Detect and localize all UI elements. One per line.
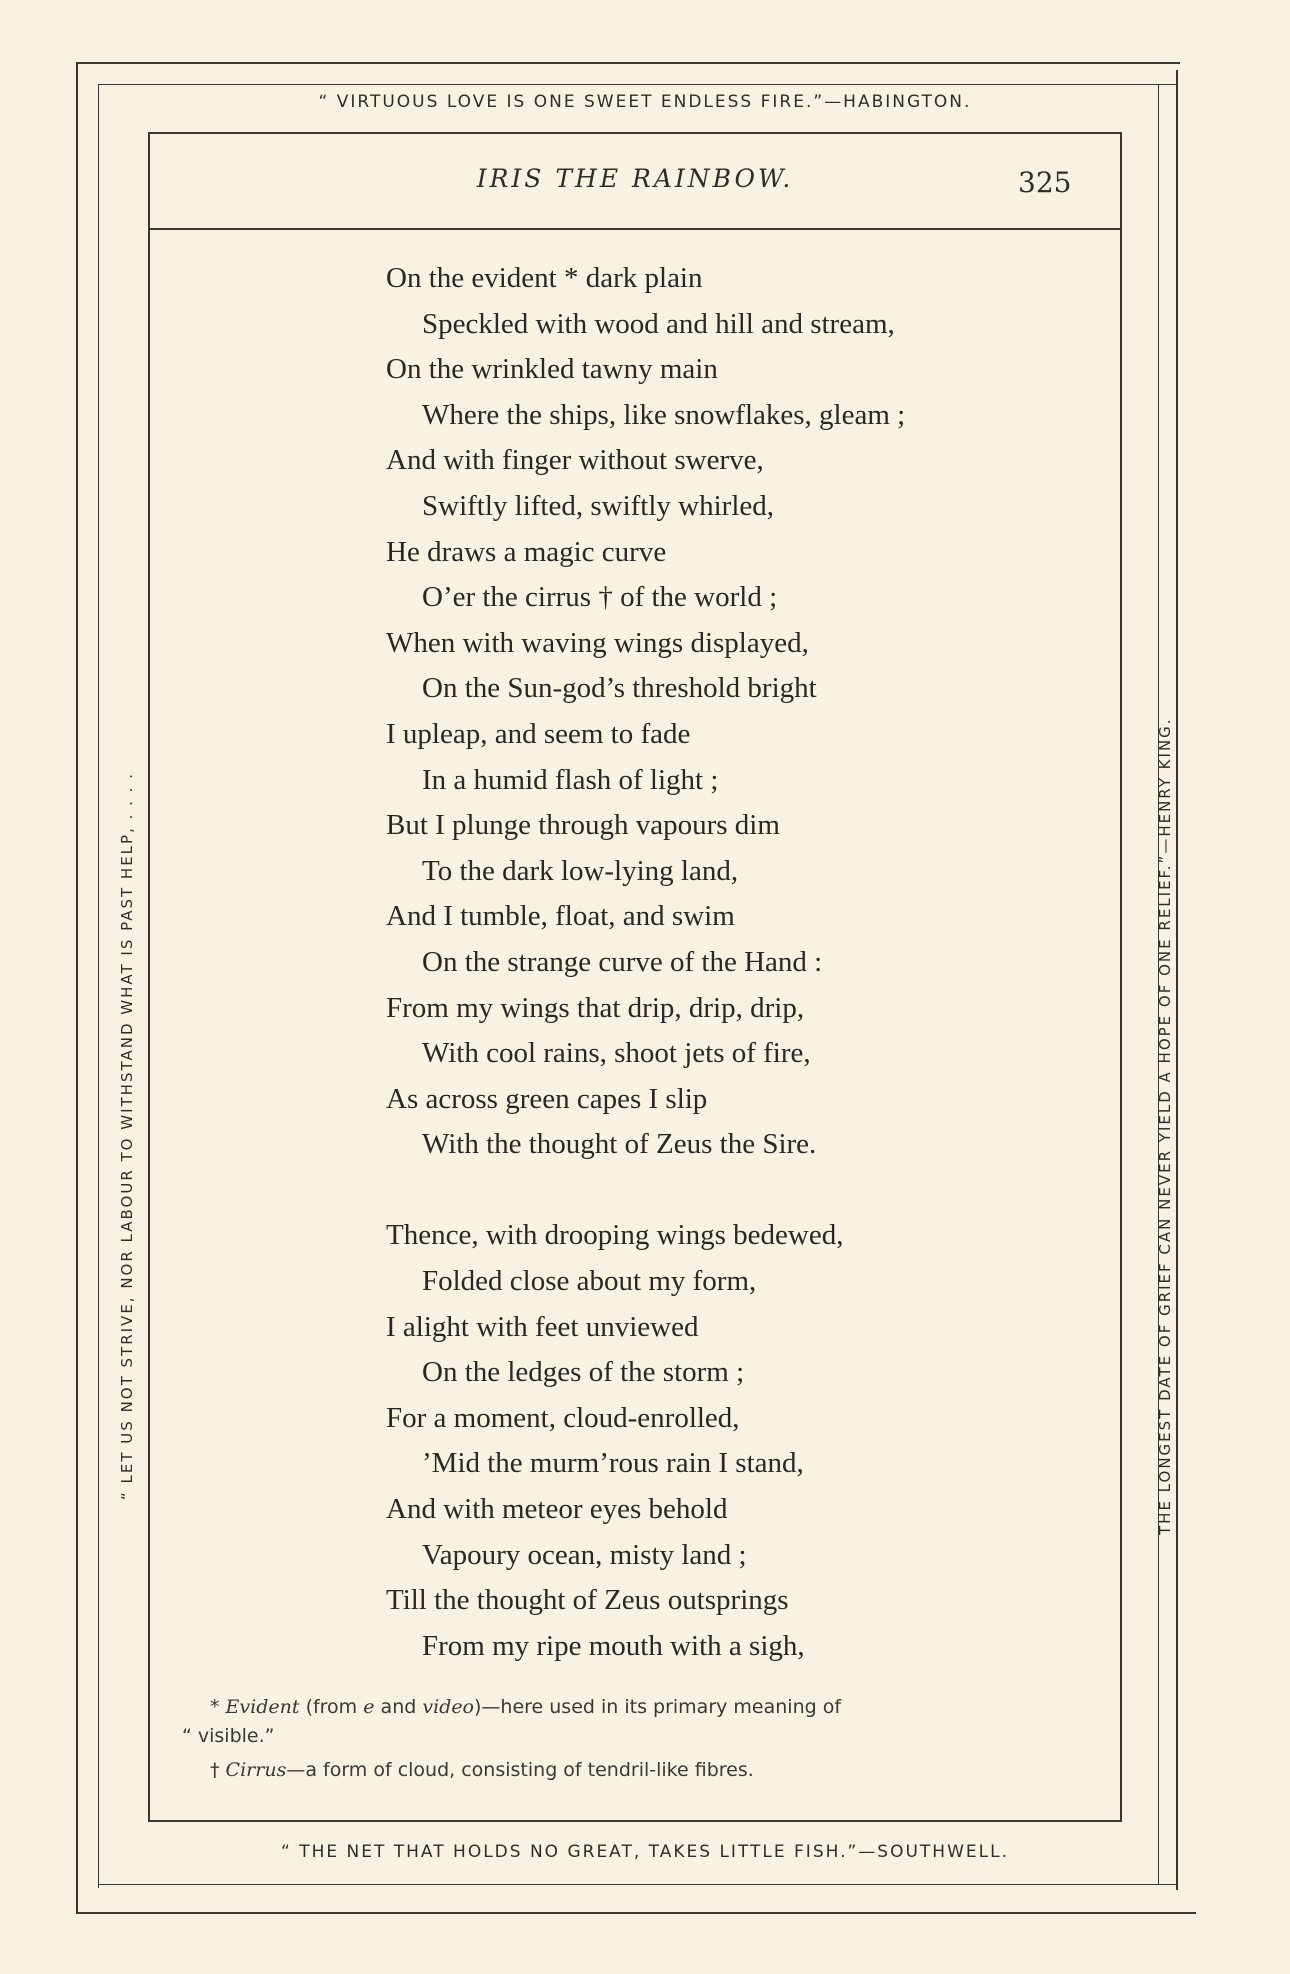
poem-line: Speckled with wood and hill and stream, bbox=[422, 307, 895, 340]
poem-line: On the evident * dark plain bbox=[386, 262, 703, 294]
footnote-1-continued: “ visible.” bbox=[182, 1725, 275, 1747]
poem-line: As across green capes I slip bbox=[386, 1082, 708, 1115]
poem-line: From my ripe mouth with a sigh, bbox=[422, 1629, 805, 1662]
middle-border-left bbox=[98, 84, 99, 1888]
poem-line: Swiftly lifted, swiftly whirled, bbox=[422, 489, 774, 522]
middle-border-bottom bbox=[98, 1884, 1178, 1885]
poem-line: In a humid flash of light ; bbox=[422, 763, 719, 796]
outer-border-right bbox=[1176, 70, 1178, 1890]
footnote-term: Evident bbox=[225, 1696, 300, 1718]
footnote-text: and bbox=[380, 1696, 417, 1718]
footnote-mark: † bbox=[210, 1759, 220, 1781]
poem-line: On the ledges of the storm ; bbox=[422, 1356, 745, 1389]
poem-line: On the Sun-god’s threshold bright bbox=[422, 672, 817, 705]
footnote-2 bbox=[182, 1756, 1102, 1785]
footnote-mark: * bbox=[210, 1696, 220, 1718]
inner-border-right bbox=[1120, 132, 1122, 1822]
poem-line: Where the ships, like snowflakes, gleam ; bbox=[422, 398, 906, 431]
poem-line: To the dark low-lying land, bbox=[422, 854, 739, 887]
poem-line: For a moment, cloud-enrolled, bbox=[386, 1401, 740, 1434]
running-title: IRIS THE RAINBOW. bbox=[476, 164, 794, 193]
footnote-text: —a form of cloud, consisting of tendril-like fibres. bbox=[286, 1759, 754, 1781]
outer-border-bottom bbox=[76, 1912, 1196, 1914]
poem-line: Till the thought of Zeus outsprings bbox=[386, 1584, 789, 1617]
motto-right: THE LONGEST DATE OF GRIEF CAN NEVER YIELD A HOPE OF ONE RELIEF.”—HENRY KING. bbox=[1156, 717, 1174, 1535]
footnote-1 bbox=[182, 1693, 1102, 1722]
poem-line: On the strange curve of the Hand : bbox=[422, 945, 823, 978]
motto-left: “ LET US NOT STRIVE, NOR LABOUR TO WITHSTAND WHAT IS PAST HELP, . . . . bbox=[118, 772, 136, 1500]
poem-line: With cool rains, shoot jets of fire, bbox=[422, 1037, 811, 1070]
footnotes bbox=[182, 1693, 1102, 1785]
poem-line: Folded close about my form, bbox=[422, 1265, 757, 1298]
inner-border-bottom bbox=[148, 1820, 1122, 1822]
footnote-text: (from bbox=[305, 1696, 358, 1718]
poem bbox=[386, 256, 1086, 1669]
poem-line: But I plunge through vapours dim bbox=[386, 809, 780, 842]
motto-bottom: “ THE NET THAT HOLDS NO GREAT, TAKES LITTLE FISH.”—SOUTHWELL. bbox=[281, 1842, 1009, 1862]
poem-line: When with waving wings displayed, bbox=[386, 626, 809, 659]
motto-top: “ VIRTUOUS LOVE IS ONE SWEET ENDLESS FIRE.”—HABINGTON. bbox=[318, 92, 972, 112]
footnote-term: Cirrus bbox=[225, 1759, 287, 1781]
footnote-text: video bbox=[422, 1696, 474, 1718]
poem-line: He draws a magic curve bbox=[386, 535, 667, 568]
poem-line: With the thought of Zeus the Sire. bbox=[422, 1128, 817, 1161]
poem-line: And with finger without swerve, bbox=[386, 444, 764, 477]
poem-line: From my wings that drip, drip, drip, bbox=[386, 991, 805, 1024]
stanza-break bbox=[386, 1168, 1086, 1214]
footnote-text: )—here used in its primary meaning of bbox=[474, 1696, 842, 1718]
poem-line: ’Mid the murm’rous rain I stand, bbox=[422, 1447, 804, 1480]
poem-line: I upleap, and seem to fade bbox=[386, 717, 691, 750]
footnote-text: e bbox=[363, 1696, 375, 1718]
middle-border-top bbox=[98, 84, 1176, 85]
poem-line: And with meteor eyes behold bbox=[386, 1493, 728, 1526]
outer-border-left bbox=[76, 62, 78, 1914]
poem-line: And I tumble, float, and swim bbox=[386, 900, 735, 933]
header-rule bbox=[148, 228, 1122, 230]
page-number: 325 bbox=[1018, 166, 1072, 199]
poem-line: O’er the cirrus † of the world ; bbox=[422, 581, 778, 614]
outer-border-top bbox=[76, 62, 1180, 64]
inner-border-left bbox=[148, 132, 150, 1822]
poem-line: On the wrinkled tawny main bbox=[386, 353, 718, 386]
poem-line: Vapoury ocean, misty land ; bbox=[422, 1538, 747, 1571]
inner-border-top bbox=[148, 132, 1122, 134]
poem-line: I alight with feet unviewed bbox=[386, 1310, 699, 1343]
poem-line: Thence, with drooping wings bedewed, bbox=[386, 1219, 844, 1252]
